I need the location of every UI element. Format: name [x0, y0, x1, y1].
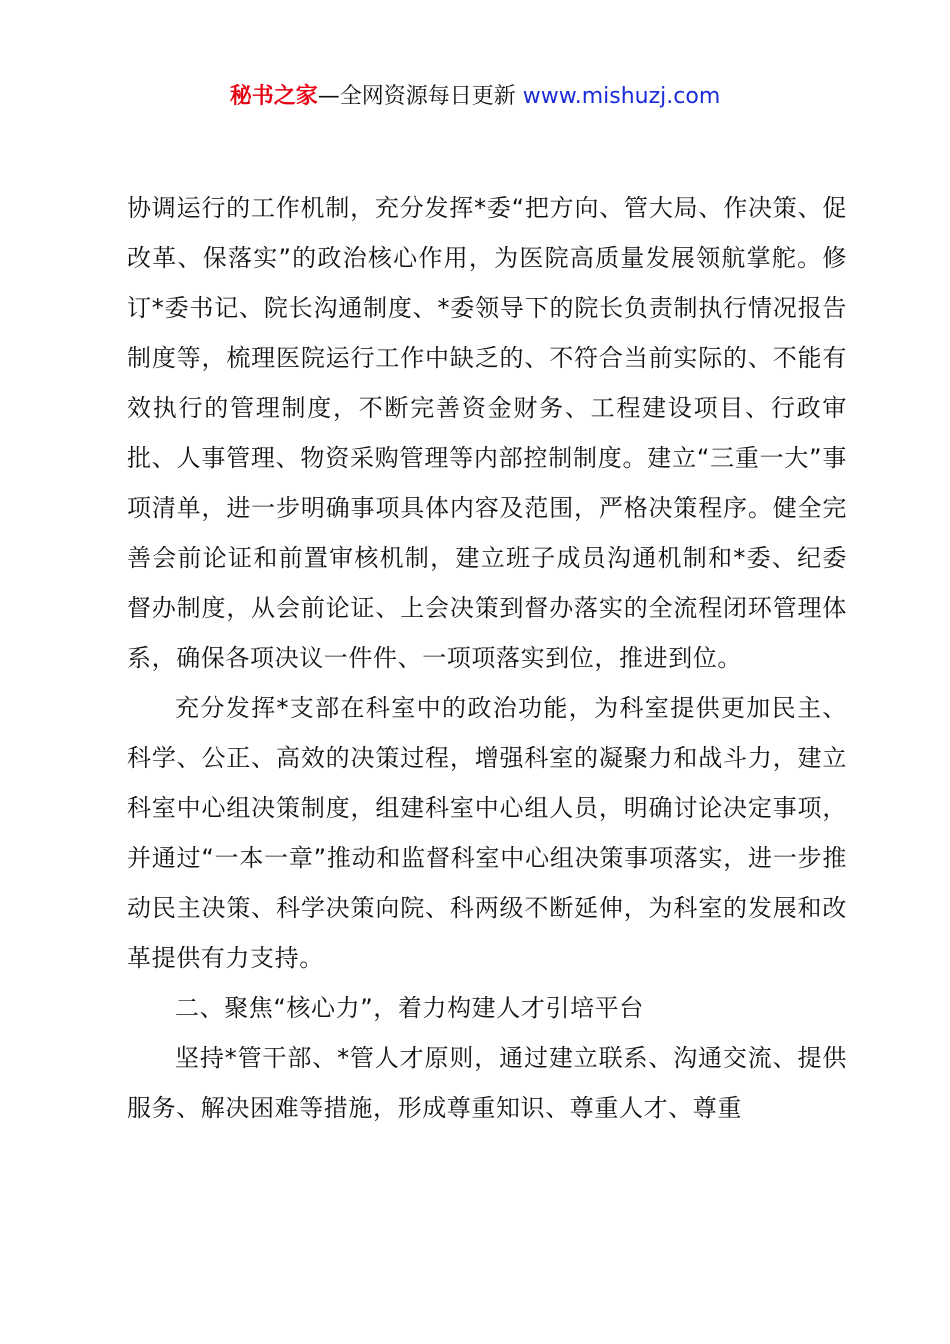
page-header — [0, 80, 950, 114]
paragraph-continued: 协调运行的工作机制，充分发挥*委“把方向、管大局、作决策、促改革、保落实”的政治核心作用，为医院高质量发展领航掌舵。修订*委书记、院长沟通制度、*委领导下的院长负责制执行情况报告制度等，梳理医院运行工作中缺乏的、不符合当前实际的、不能有效执行的管理制度，不断完善资金财务、工程建设项目、行政审批、人事管理、物资采购管理等内部控制制度。建立“三重一大”事项清单，进一步明确事项具体内容及范围，严格决策程序。健全完善会前论证和前置审核机制，建立班子成员沟通机制和*委、纪委督办制度，从会前论证、上会决策到督办落实的全流程闭环管理体系，确保各项决议一件件、一项项落实到位，推进到位。 — [127, 194, 847, 672]
site-tagline: —全网资源每日更新 — [317, 84, 523, 109]
paragraph-talent: 坚持*管干部、*管人才原则，通过建立联系、沟通交流、提供服务、解决困难等措施，形成尊重知识、尊重人才、尊重 — [127, 1044, 847, 1122]
site-url-link[interactable]: www.mishuzj.com — [522, 84, 721, 109]
paragraph-branch-function: 充分发挥*支部在科室中的政治功能，为科室提供更加民主、科学、公正、高效的决策过程，增强科室的凝聚力和战斗力，建立科室中心组决策制度，组建科室中心组人员，明确讨论决定事项，并通过“一本一章”推动和监督科室中心组决策事项落实，进一步推动民主决策、科学决策向院、科两级不断延伸，为科室的发展和改革提供有力支持。 — [127, 694, 847, 972]
document-body — [127, 183, 847, 1133]
site-brand: 秘书之家 — [229, 84, 318, 109]
section-heading: 二、聚焦“核心力”，着力构建人才引培平台 — [175, 994, 644, 1022]
